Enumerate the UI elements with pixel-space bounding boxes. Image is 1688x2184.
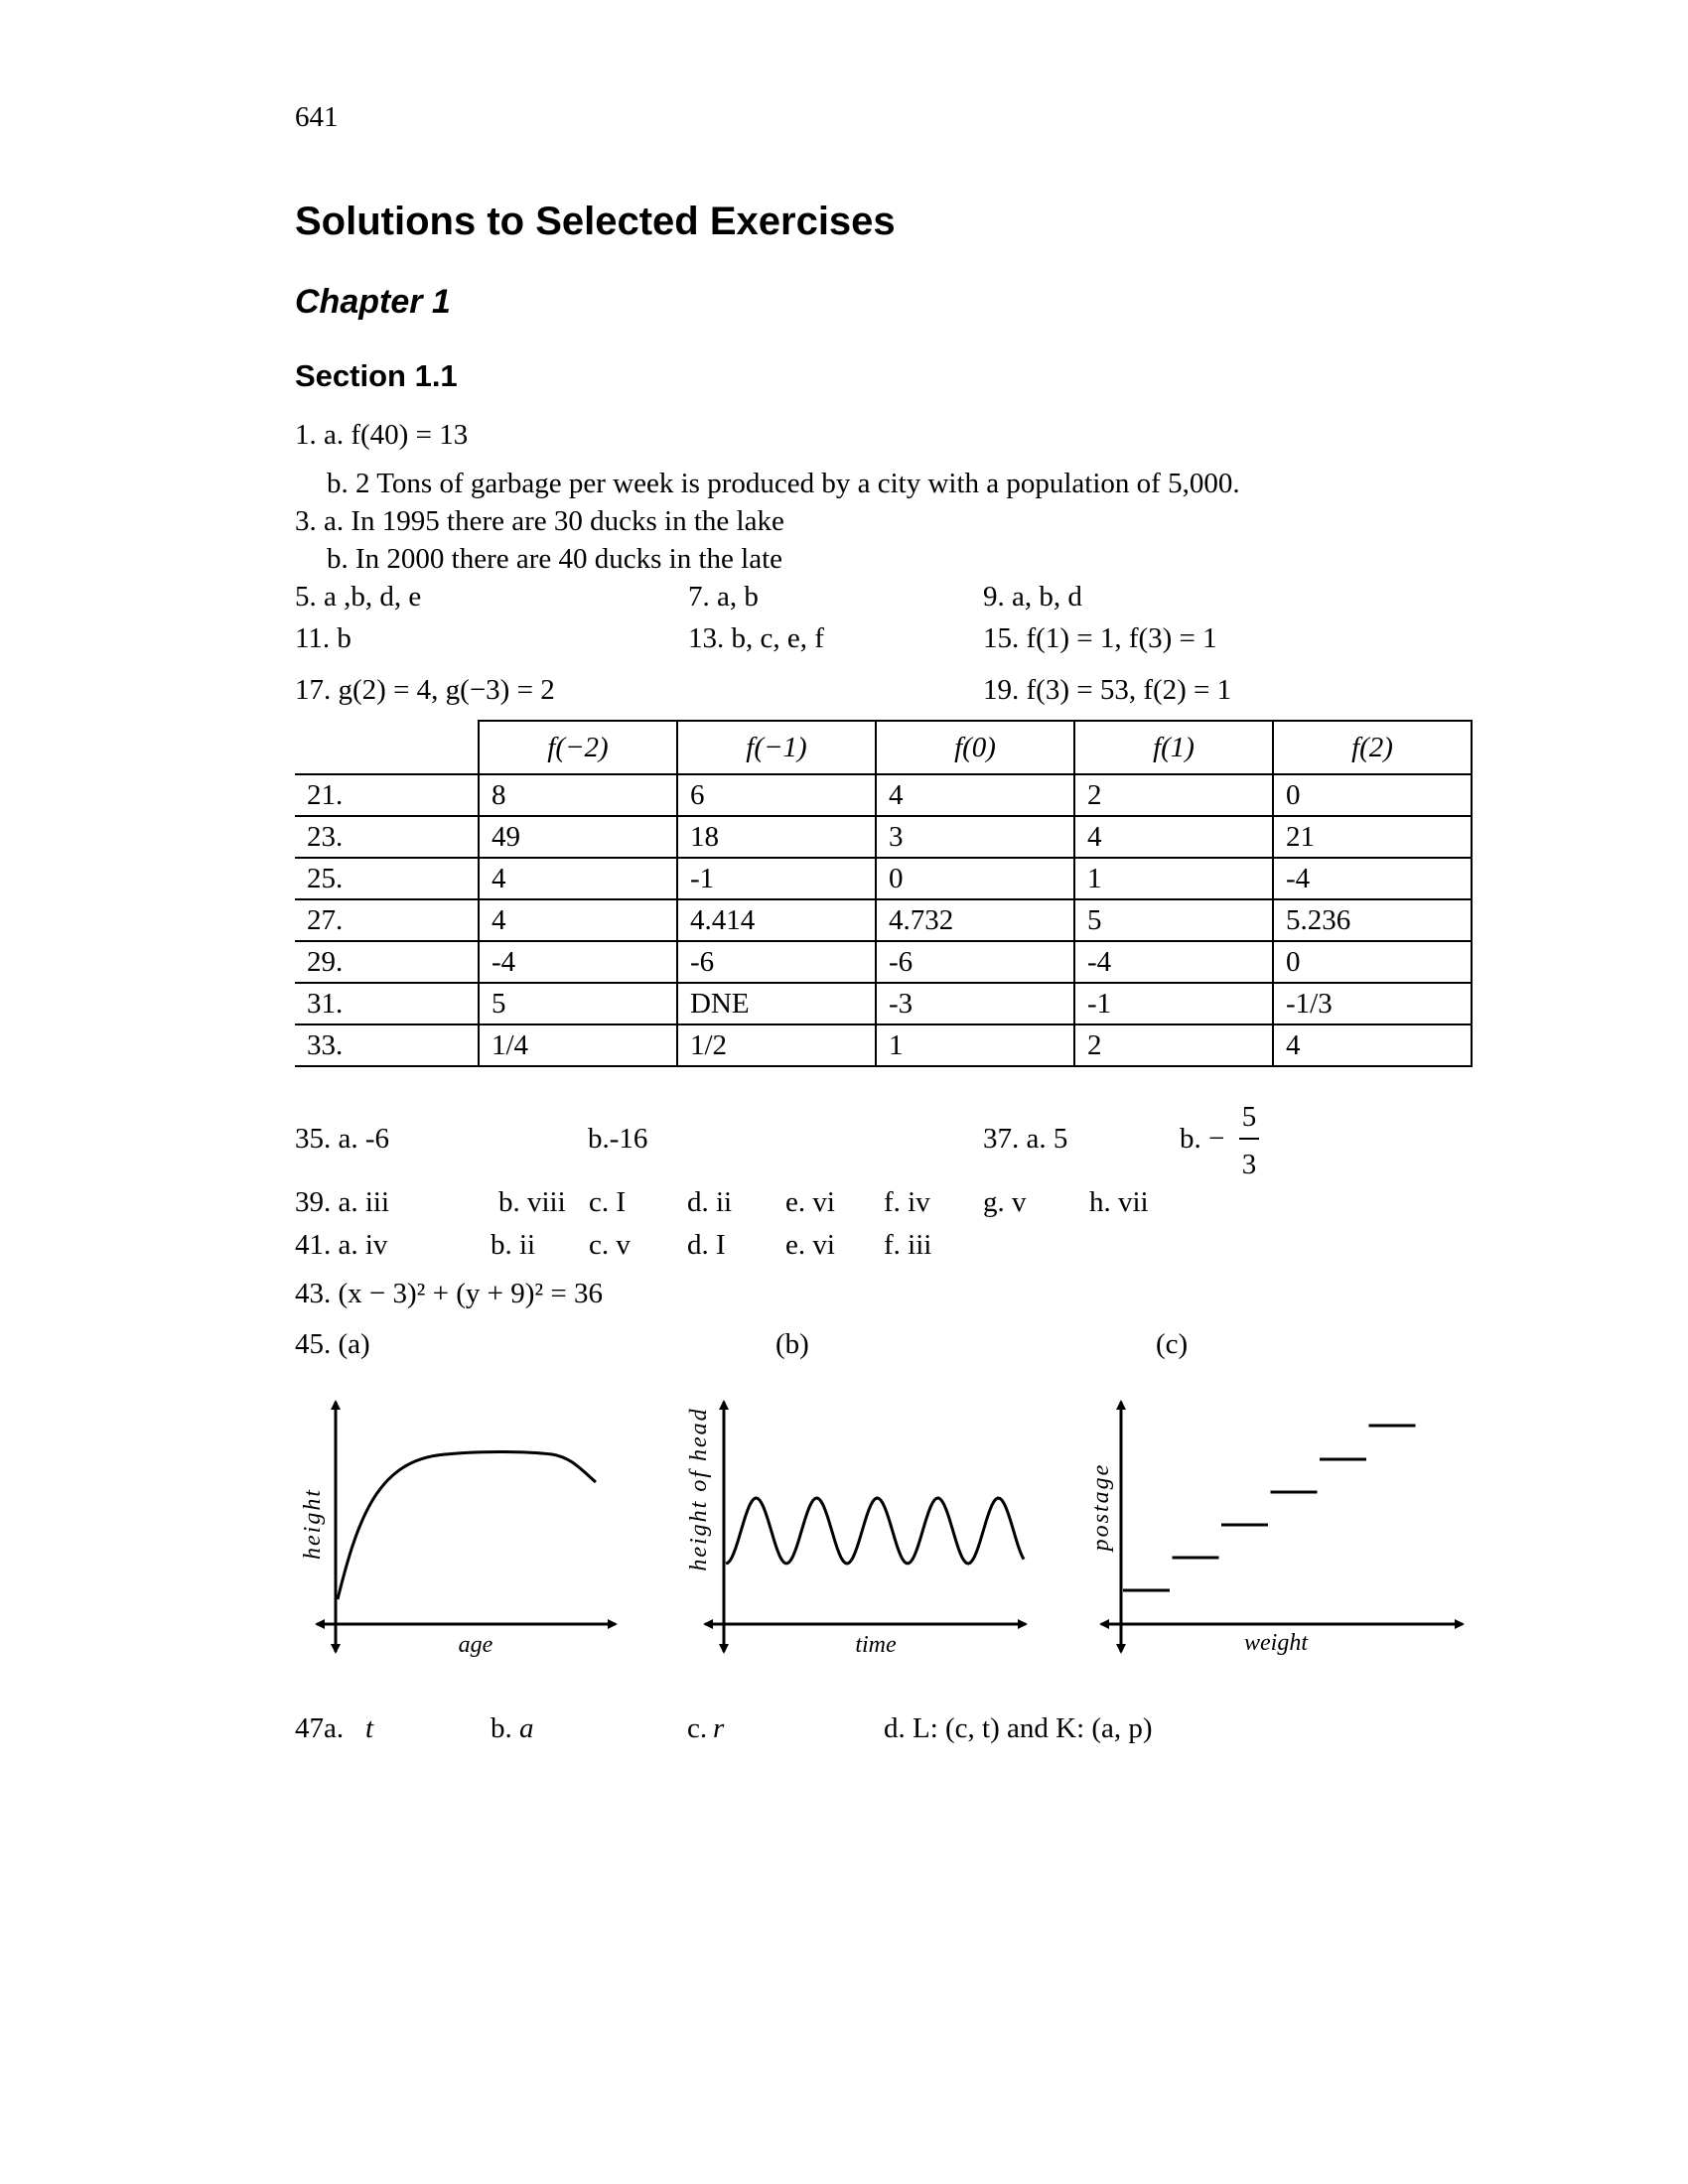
table-cell: 4.414 [677, 899, 876, 941]
a39-part: c. I [589, 1186, 627, 1218]
answer-3a: 3. a. In 1995 there are 30 ducks in the lake [295, 505, 784, 537]
answer-35a: 35. a. -6 [295, 1123, 390, 1155]
a39-part: b. viii [498, 1186, 566, 1218]
y-axis-label: postage [1088, 1462, 1114, 1552]
chapter-heading: Chapter 1 [295, 283, 451, 321]
answer-47-part: c. [687, 1712, 708, 1744]
table-cell: 0 [876, 858, 1074, 899]
answer-15: 15. f(1) = 1, f(3) = 1 [983, 622, 1217, 654]
table-cell: 4 [479, 858, 677, 899]
table-cell: 18 [677, 816, 876, 858]
section-heading: Section 1.1 [295, 358, 458, 393]
answer-7: 7. a, b [688, 581, 759, 613]
answer-35b: b.-16 [588, 1123, 648, 1155]
table-cell: 1/2 [677, 1024, 876, 1066]
x-axis-label: time [855, 1632, 897, 1658]
row-label: 29. [295, 941, 479, 983]
a41-part: 41. a. iv [295, 1229, 388, 1261]
answer-47-part: b. [491, 1712, 512, 1744]
page-title: Solutions to Selected Exercises [295, 200, 896, 243]
answer-43: 43. (x − 3)² + (y + 9)² = 36 [295, 1278, 603, 1309]
x-axis-label: weight [1244, 1630, 1308, 1656]
answer-5: 5. a ,b, d, e [295, 581, 422, 613]
row-label: 27. [295, 899, 479, 941]
a39-part: g. v [983, 1186, 1027, 1218]
answer-47-part: t [365, 1712, 374, 1744]
row-label: 21. [295, 774, 479, 816]
table-cell: 2 [1074, 1024, 1273, 1066]
answer-45b: (b) [775, 1328, 809, 1360]
a41-part: b. ii [491, 1229, 536, 1261]
answer-45a: 45. (a) [295, 1328, 370, 1360]
answer-1b: b. 2 Tons of garbage per week is produced by a city with a population of 5,000. [327, 468, 1240, 499]
answer-47-part: a [519, 1712, 534, 1744]
graph-b [686, 1402, 1026, 1658]
y-axis-label: height of head [686, 1407, 712, 1571]
table-cell: -3 [876, 983, 1074, 1024]
answer-1a: 1. a. f(40) = 13 [295, 419, 469, 451]
row-label: 23. [295, 816, 479, 858]
answer-17: 17. g(2) = 4, g(−3) = 2 [295, 674, 555, 706]
table-cell: -6 [677, 941, 876, 983]
table-cell: 1/4 [479, 1024, 677, 1066]
table-cell: 4 [876, 774, 1074, 816]
table-cell: 4 [479, 899, 677, 941]
column-header: f(0) [876, 721, 1074, 774]
a39-part: f. iv [884, 1186, 930, 1218]
table-cell: 21 [1273, 816, 1472, 858]
table-cell: 1 [1074, 858, 1273, 899]
page-number: 641 [295, 101, 339, 133]
answer-19: 19. f(3) = 53, f(2) = 1 [983, 674, 1232, 706]
table-cell: 1 [876, 1024, 1074, 1066]
a41-part: f. iii [884, 1229, 932, 1261]
a41-part: c. v [589, 1229, 631, 1261]
table-cell: 2 [1074, 774, 1273, 816]
answer-47-part: d. L: (c, t) and K: (a, p) [884, 1712, 1153, 1744]
table-cell: 0 [1273, 774, 1472, 816]
graph-a [300, 1402, 616, 1658]
table-cell: -1 [1074, 983, 1273, 1024]
fraction-denominator: 3 [1241, 1149, 1257, 1180]
table-cell: 4.732 [876, 899, 1074, 941]
growth-curve [338, 1452, 596, 1600]
answer-13: 13. b, c, e, f [688, 622, 824, 654]
table-cell: 4 [1273, 1024, 1472, 1066]
answer-47-part: r [713, 1712, 725, 1744]
a39-part: h. vii [1089, 1186, 1149, 1218]
table-cell: -4 [1273, 858, 1472, 899]
a39-part: e. vi [785, 1186, 835, 1218]
table-cell: 5 [479, 983, 677, 1024]
answer-9: 9. a, b, d [983, 581, 1082, 613]
answer-3b: b. In 2000 there are 40 ducks in the late [327, 543, 783, 575]
table-cell: -6 [876, 941, 1074, 983]
fraction-numerator: 5 [1241, 1101, 1257, 1133]
answer-37a: 37. a. 5 [983, 1123, 1068, 1155]
table-cell: 3 [876, 816, 1074, 858]
table-cell: 49 [479, 816, 677, 858]
a41-part: e. vi [785, 1229, 835, 1261]
y-axis-label: height [300, 1488, 326, 1560]
a41-part: d. I [687, 1229, 726, 1261]
answer-37b: b. − [1180, 1123, 1225, 1155]
table-cell: -1 [677, 858, 876, 899]
column-header: f(−2) [479, 721, 677, 774]
row-label: 33. [295, 1024, 479, 1066]
table-cell: DNE [677, 983, 876, 1024]
answer-45c: (c) [1156, 1328, 1189, 1360]
graph-c [1088, 1402, 1463, 1656]
table-cell: 5 [1074, 899, 1273, 941]
a39-part: d. ii [687, 1186, 733, 1218]
column-header: f(2) [1273, 721, 1472, 774]
oscillation-curve [726, 1498, 1024, 1564]
table-cell: -1/3 [1273, 983, 1472, 1024]
answer-11: 11. b [295, 622, 352, 654]
table-cell: -4 [1074, 941, 1273, 983]
a39-part: 39. a. iii [295, 1186, 390, 1218]
table-cell: 8 [479, 774, 677, 816]
table-cell: 4 [1074, 816, 1273, 858]
table-cell: -4 [479, 941, 677, 983]
row-label: 31. [295, 983, 479, 1024]
row-label: 25. [295, 858, 479, 899]
answer-47-part: 47a. [295, 1712, 345, 1744]
column-header: f(1) [1074, 721, 1273, 774]
table-cell: 6 [677, 774, 876, 816]
table-cell: 5.236 [1273, 899, 1472, 941]
table-cell: 0 [1273, 941, 1472, 983]
column-header: f(−1) [677, 721, 876, 774]
x-axis-label: age [458, 1632, 493, 1658]
